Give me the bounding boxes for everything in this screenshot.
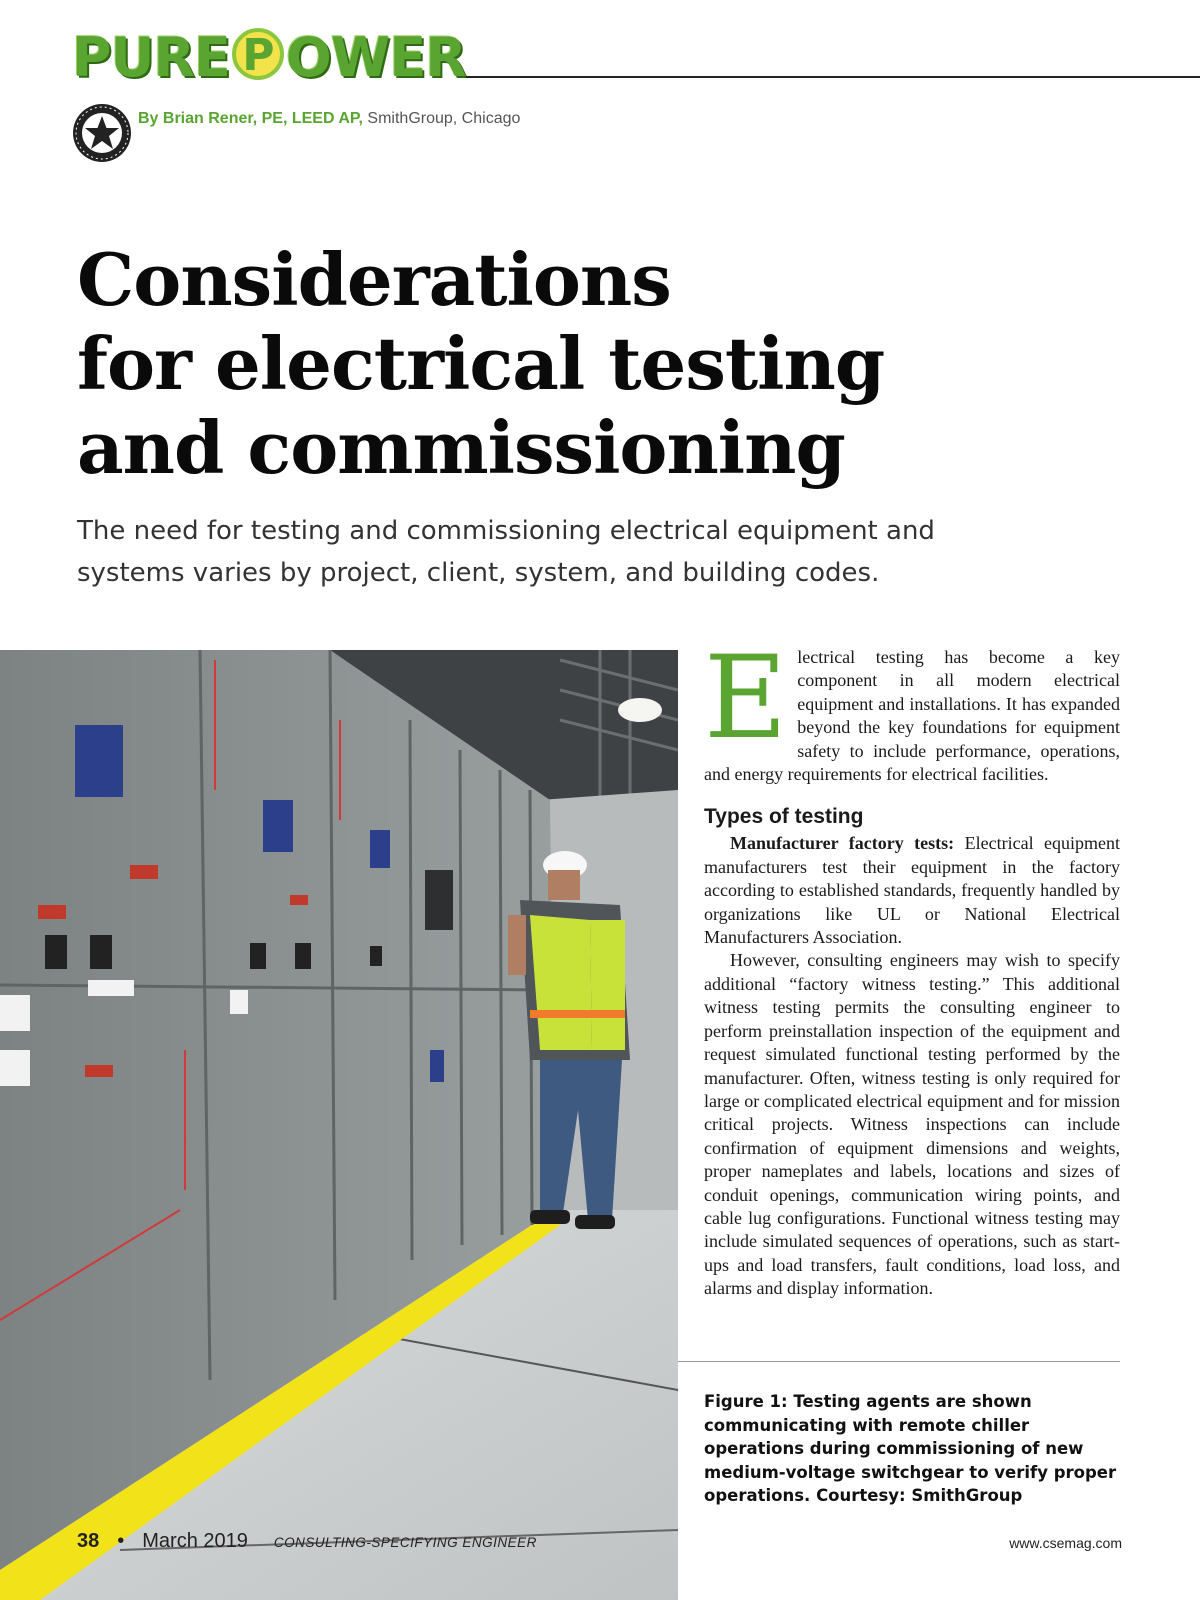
title-line: Considerations — [77, 237, 671, 322]
switchgear-photo — [0, 650, 678, 1600]
peer-reviewed-badge-icon — [72, 103, 132, 163]
logo-text-right: OWER — [285, 26, 466, 89]
title-line: for electrical testing — [77, 321, 885, 406]
pure-power-logo — [72, 28, 472, 88]
ceiling-light — [618, 698, 662, 722]
logo-p-circle: P — [232, 28, 284, 80]
section-heading: Types of testing — [704, 805, 864, 829]
magazine-name: CONSULTING-SPECIFYING ENGINEER — [273, 1535, 537, 1550]
display-screen — [425, 870, 453, 930]
figure-caption: Figure 1: Testing agents are shown communicating with remote chiller operations during commissioning of new medium-voltage switchgear to verify proper operations. Courtesy: SmithGroup — [704, 1392, 1117, 1505]
body-paragraph — [704, 832, 1120, 949]
caption-rule — [678, 1361, 1120, 1362]
byline-organization: SmithGroup, Chicago — [367, 110, 521, 127]
website-url[interactable]: www.csemag.com — [1009, 1535, 1122, 1551]
byline — [138, 110, 520, 128]
body-paragraph: However, consulting engineers may wish to specify additional “factory witness testing.” This additional witness testing permits the consulting engineer to perform preinstallation inspection of the equipment and request simulated functional testing performed by the manufacturer. Often, witness testing is only required for large or complicated electrical equipment and for mission critical projects. Witness inspections can include confirmation of equipment dimensions and weights, proper nameplates and labels, locations and sizes of conduit openings, communication wiring points, and cable lug configurations. Functional witness testing may include simulated sequences of operations, such as start-ups and load transfers, fault conditions, load loss, and alarms and display information. — [704, 950, 1120, 1299]
issue-date: March 2019 — [142, 1530, 248, 1552]
byline-author: By Brian Rener, PE, LEED AP, — [138, 110, 363, 127]
deck-line: systems varies by project, client, system, and building codes. — [77, 558, 880, 588]
logo-text-left: PURE — [72, 26, 230, 89]
title-line: and commissioning — [77, 405, 845, 490]
article-body — [704, 631, 1121, 1301]
protective-relay — [263, 800, 293, 852]
page-number: 38 — [77, 1530, 100, 1552]
page-footer — [77, 1530, 537, 1553]
protective-relay — [370, 830, 390, 868]
article-title — [77, 238, 977, 490]
article-deck — [77, 510, 977, 594]
paragraph-lead-in: Manufacturer factory tests: — [730, 833, 955, 854]
header-rule — [466, 76, 1200, 78]
paragraph-text: Electrical equipment manufacturers test their equipment in the factory according to established standards, frequently handled by organizations like UL or National Electrical Manufacturers Association. — [704, 833, 1121, 948]
drop-cap: E — [704, 631, 788, 764]
footer-bullet: • — [117, 1530, 125, 1552]
protective-relay — [430, 1050, 444, 1082]
intro-paragraph: lectrical testing has become a key component in all modern electrical equipment and installations. It has expanded beyond the key foundations for equipment safety to include performance, operations, and energy requirements for electrical facilities. — [704, 647, 1120, 785]
deck-line: The need for testing and commissioning electrical equipment and — [77, 516, 935, 546]
protective-relay — [75, 725, 123, 797]
